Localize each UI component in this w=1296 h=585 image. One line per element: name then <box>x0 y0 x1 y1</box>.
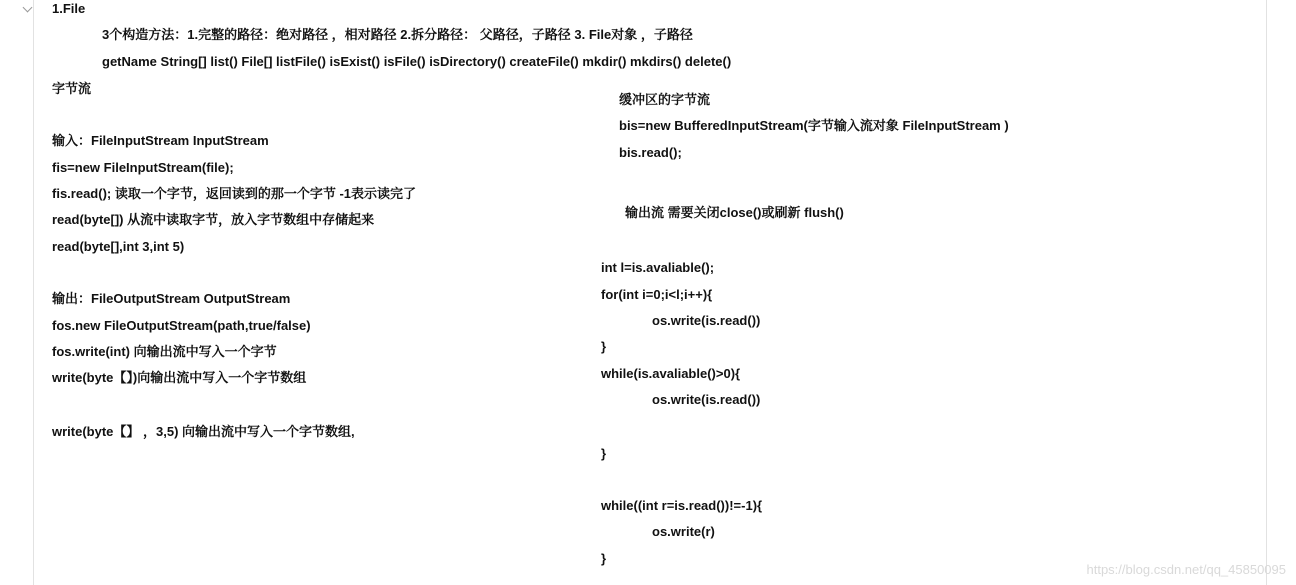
frame-right-border <box>1266 0 1267 585</box>
code-while2-body: os.write(r) <box>652 524 715 539</box>
byte-stream-title: 字节流 <box>52 81 92 96</box>
write-bytes: write(byte【】)向输出流中写入一个字节数组 <box>52 370 307 385</box>
output-title: 输出：FileOutputStream OutputStream <box>52 291 291 306</box>
code-for-end: } <box>601 339 607 354</box>
frame-left-border <box>33 0 34 585</box>
bis-read: bis.read(); <box>619 145 682 160</box>
code-int: int l=is.avaliable(); <box>601 260 715 275</box>
input-title: 输入：FileInputStream InputStream <box>52 133 269 148</box>
fos-new: fos.new FileOutputStream(path,true/false) <box>52 318 311 333</box>
output-note: 输出流 需要关闭close()或刷新 flush() <box>625 205 844 220</box>
write-bytes-range: write(byte【】 ，3,5) 向输出流中写入一个字节数组, <box>52 424 355 439</box>
code-for: for(int i=0;i<l;i++){ <box>601 287 713 302</box>
code-while2-end: } <box>601 551 607 566</box>
read-bytes-range: read(byte[],int 3,int 5) <box>52 239 185 254</box>
code-while-body: os.write(is.read()) <box>652 392 761 407</box>
file-title: 1.File <box>52 1 86 16</box>
fis-new: fis=new FileInputStream(file); <box>52 160 234 175</box>
fos-write-int: fos.write(int) 向输出流中写入一个字节 <box>52 344 277 359</box>
buffered-title: 缓冲区的字节流 <box>619 92 711 107</box>
bis-new: bis=new BufferedInputStream(字节输入流对象 FileInputStream ) <box>619 118 1009 133</box>
code-while-end: } <box>601 446 607 461</box>
file-constructors: 3个构造方法：1.完整的路径：绝对路径 ，相对路径 2.拆分路径： 父路径，子路径 3. File对象 ，子路径 <box>102 27 693 42</box>
read-bytes: read(byte[]) 从流中读取字节，放入字节数组中存储起来 <box>52 212 375 227</box>
code-for-body: os.write(is.read()) <box>652 313 761 328</box>
file-methods: getName String[] list() File[] listFile() isExist() isFile() isDirectory() createFile() mkdir() mkdirs() delete() <box>102 54 732 69</box>
fis-read: fis.read(); 读取一个字节，返回读到的那一个字节 -1表示读完了 <box>52 186 417 201</box>
watermark: https://blog.csdn.net/qq_45850095 <box>1086 562 1286 577</box>
chevron-down-icon <box>23 3 33 13</box>
code-while: while(is.avaliable()>0){ <box>601 366 741 381</box>
code-while2: while((int r=is.read())!=-1){ <box>601 498 763 513</box>
